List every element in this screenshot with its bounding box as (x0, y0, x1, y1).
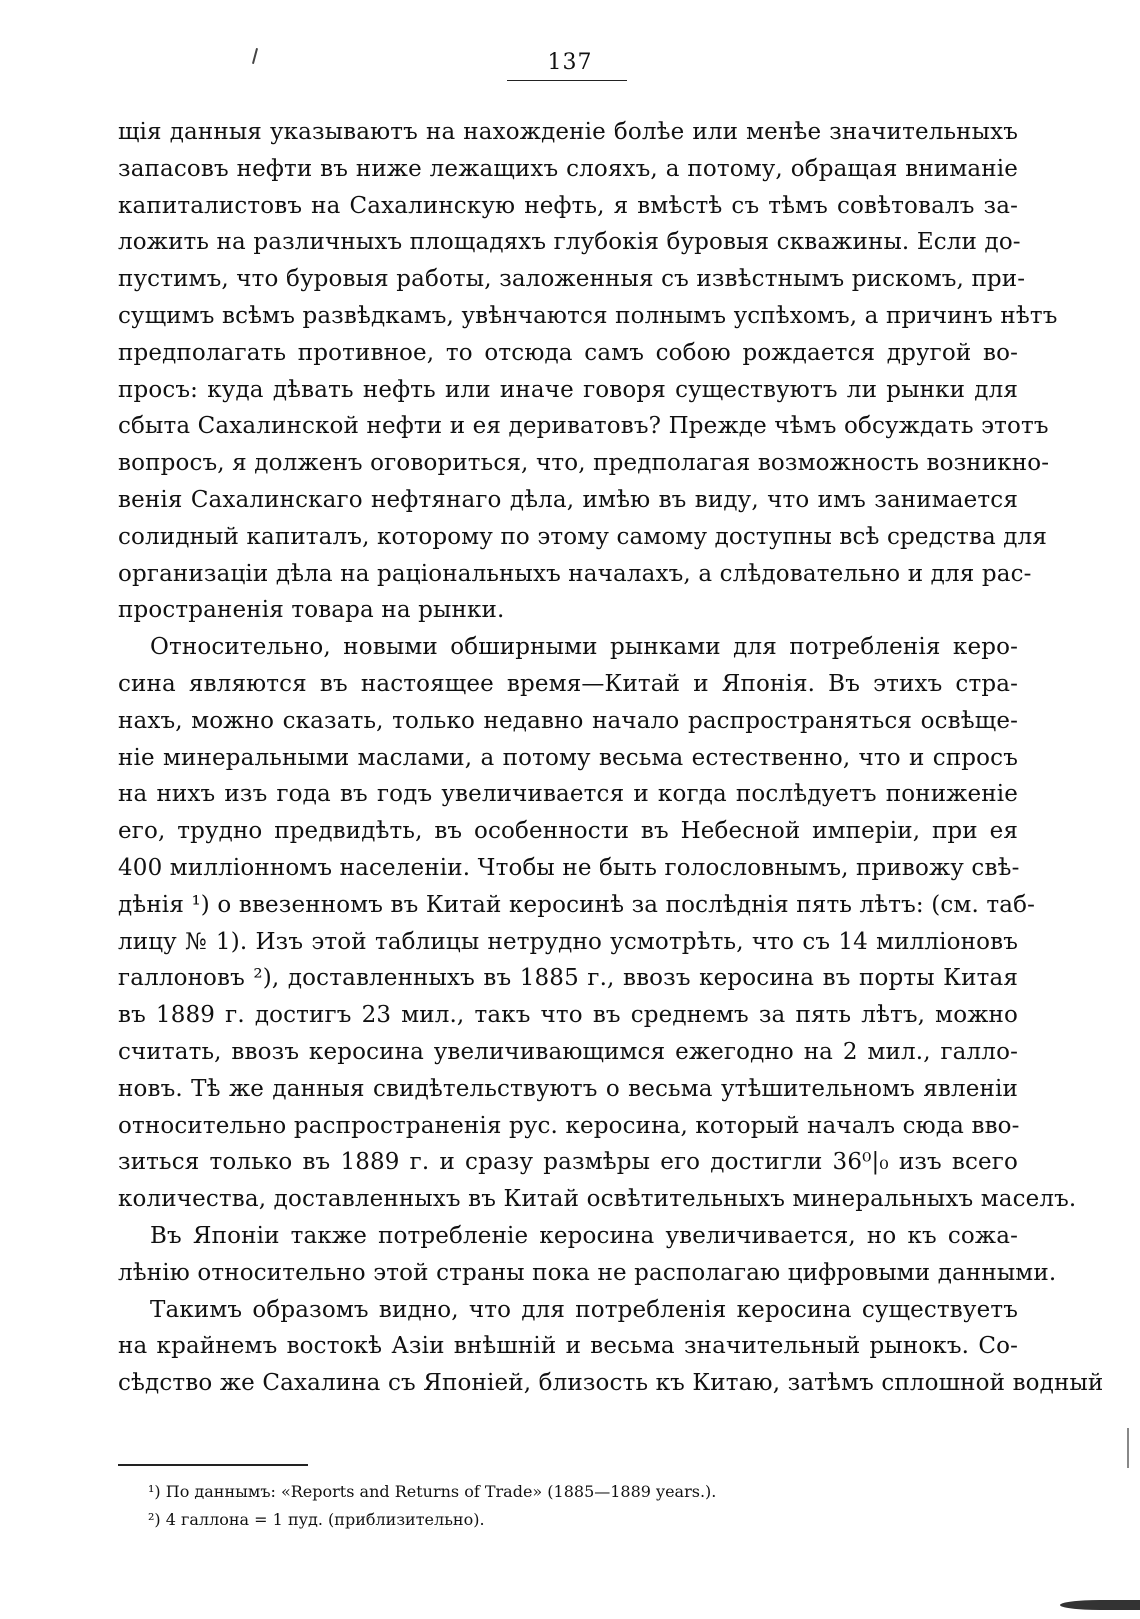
text-line: относительно распространенія рус. керосина, который началъ сюда вво- (118, 1112, 1020, 1139)
text-line: щія данныя указываютъ на нахожденіе болѣе или менѣе значительныхъ (118, 119, 1018, 145)
text-line: количества, доставленныхъ въ Китай освѣтительныхъ минеральныхъ маселъ. (118, 1186, 1077, 1213)
text-line: вопросъ, я долженъ оговориться, что, предполагая возможность возникно- (118, 450, 1050, 477)
footnote: ¹) По даннымъ: «Reports and Returns of Trade» (1885—1889 years.). (148, 1482, 717, 1501)
text-line: лѣнію относительно этой страны пока не располагаю цифровыми данными. (118, 1259, 1057, 1286)
text-line: его, трудно предвидѣть, въ особенности въ Небесной имперіи, при ея (118, 818, 1018, 845)
text-line: капиталистовъ на Сахалинскую нефть, я вмѣстѣ съ тѣмъ совѣтовалъ за- (118, 192, 1018, 219)
text-line: ложить на различныхъ площадяхъ глубокія буровыя скважины. Если до- (118, 229, 1021, 256)
text-line: нахъ, можно сказать, только недавно начало распространяться освѣще- (118, 707, 1018, 734)
text-line: на крайнемъ востокѣ Азіи внѣшній и весьма значительный рынокъ. Со- (118, 1333, 1018, 1360)
text-line: сина являются въ настоящее время—Китай и Японія. Въ этихъ стра- (118, 670, 1018, 697)
text-body (118, 114, 1104, 1402)
text-line: организаціи дѣла на раціональныхъ началахъ, а слѣдовательно и для рас- (118, 560, 1032, 587)
text-line: новъ. Тѣ же данныя свидѣтельствуютъ о весьма утѣшительномъ явленіи (118, 1075, 1018, 1102)
edge-tick (1127, 1428, 1129, 1468)
text-line: ніе минеральными маслами, а потому весьма естественно, что и спросъ (118, 744, 1018, 771)
text-line: просъ: куда дѣвать нефть или иначе говоря существуютъ ли рынки для (118, 376, 1018, 403)
text-line: пространенія товара на рынки. (118, 597, 505, 624)
text-line: запасовъ нефти въ ниже лежащихъ слояхъ, а потому, обращая вниманіе (118, 155, 1018, 182)
text-line: Такимъ образомъ видно, что для потребленія керосина существуетъ (150, 1296, 1018, 1323)
text-line: лицу № 1). Изъ этой таблицы нетрудно усмотрѣть, что съ 14 милліоновъ (118, 928, 1018, 955)
page-number-rule (507, 80, 627, 81)
text-line: на нихъ изъ года въ годъ увеличивается и когда послѣдуетъ пониженіе (118, 781, 1018, 808)
edge-mark (1060, 1600, 1140, 1610)
text-line: солидный капиталъ, которому по этому самому доступны всѣ средства для (118, 523, 1048, 550)
text-line: считать, ввозъ керосина увеличивающимся ежегодно на 2 мил., галло- (118, 1038, 1018, 1065)
text-line: сѣдство же Сахалина съ Японіей, близость къ Китаю, затѣмъ сплошной водный (118, 1370, 1104, 1397)
text-line: сбыта Сахалинской нефти и ея дериватовъ? Прежде чѣмъ обсуждать этотъ (118, 413, 1049, 440)
text-line: венія Сахалинскаго нефтянаго дѣла, имѣю въ виду, что имъ занимается (118, 486, 1018, 513)
text-line: 400 милліонномъ населеніи. Чтобы не быть голословнымъ, привожу свѣ- (118, 854, 1020, 881)
page-number: 137 (547, 50, 593, 75)
text-line: пустимъ, что буровыя работы, заложенныя съ извѣстнымъ рискомъ, при- (118, 266, 1026, 293)
text-line: дѣнія ¹) о ввезенномъ въ Китай керосинѣ за послѣднія пять лѣтъ: (см. таб- (118, 891, 1036, 918)
text-line: въ 1889 г. достигъ 23 мил., такъ что въ среднемъ за пять лѣтъ, можно (118, 1002, 1018, 1029)
text-line: зиться только въ 1889 г. и сразу размѣры его достигли 36⁰|₀ изъ всего (118, 1149, 1018, 1176)
footnotes (148, 1478, 948, 1534)
text-line: Въ Японіи также потребленіе керосина увеличивается, но къ сожа- (150, 1222, 1018, 1249)
text-line: галлоновъ ²), доставленныхъ въ 1885 г., ввозъ керосина въ порты Китая (118, 965, 1018, 992)
text-line: сущимъ всѣмъ развѣдкамъ, увѣнчаются полнымъ успѣхомъ, а причинъ нѣтъ (118, 302, 1058, 329)
footnote: ²) 4 галлона = 1 пуд. (приблизительно). (148, 1510, 485, 1529)
footnote-rule (118, 1464, 308, 1466)
text-line: предполагать противное, то отсюда самъ собою рождается другой во- (118, 339, 1018, 366)
text-line: Относительно, новыми обширными рынками для потребленія керо- (150, 634, 1018, 661)
